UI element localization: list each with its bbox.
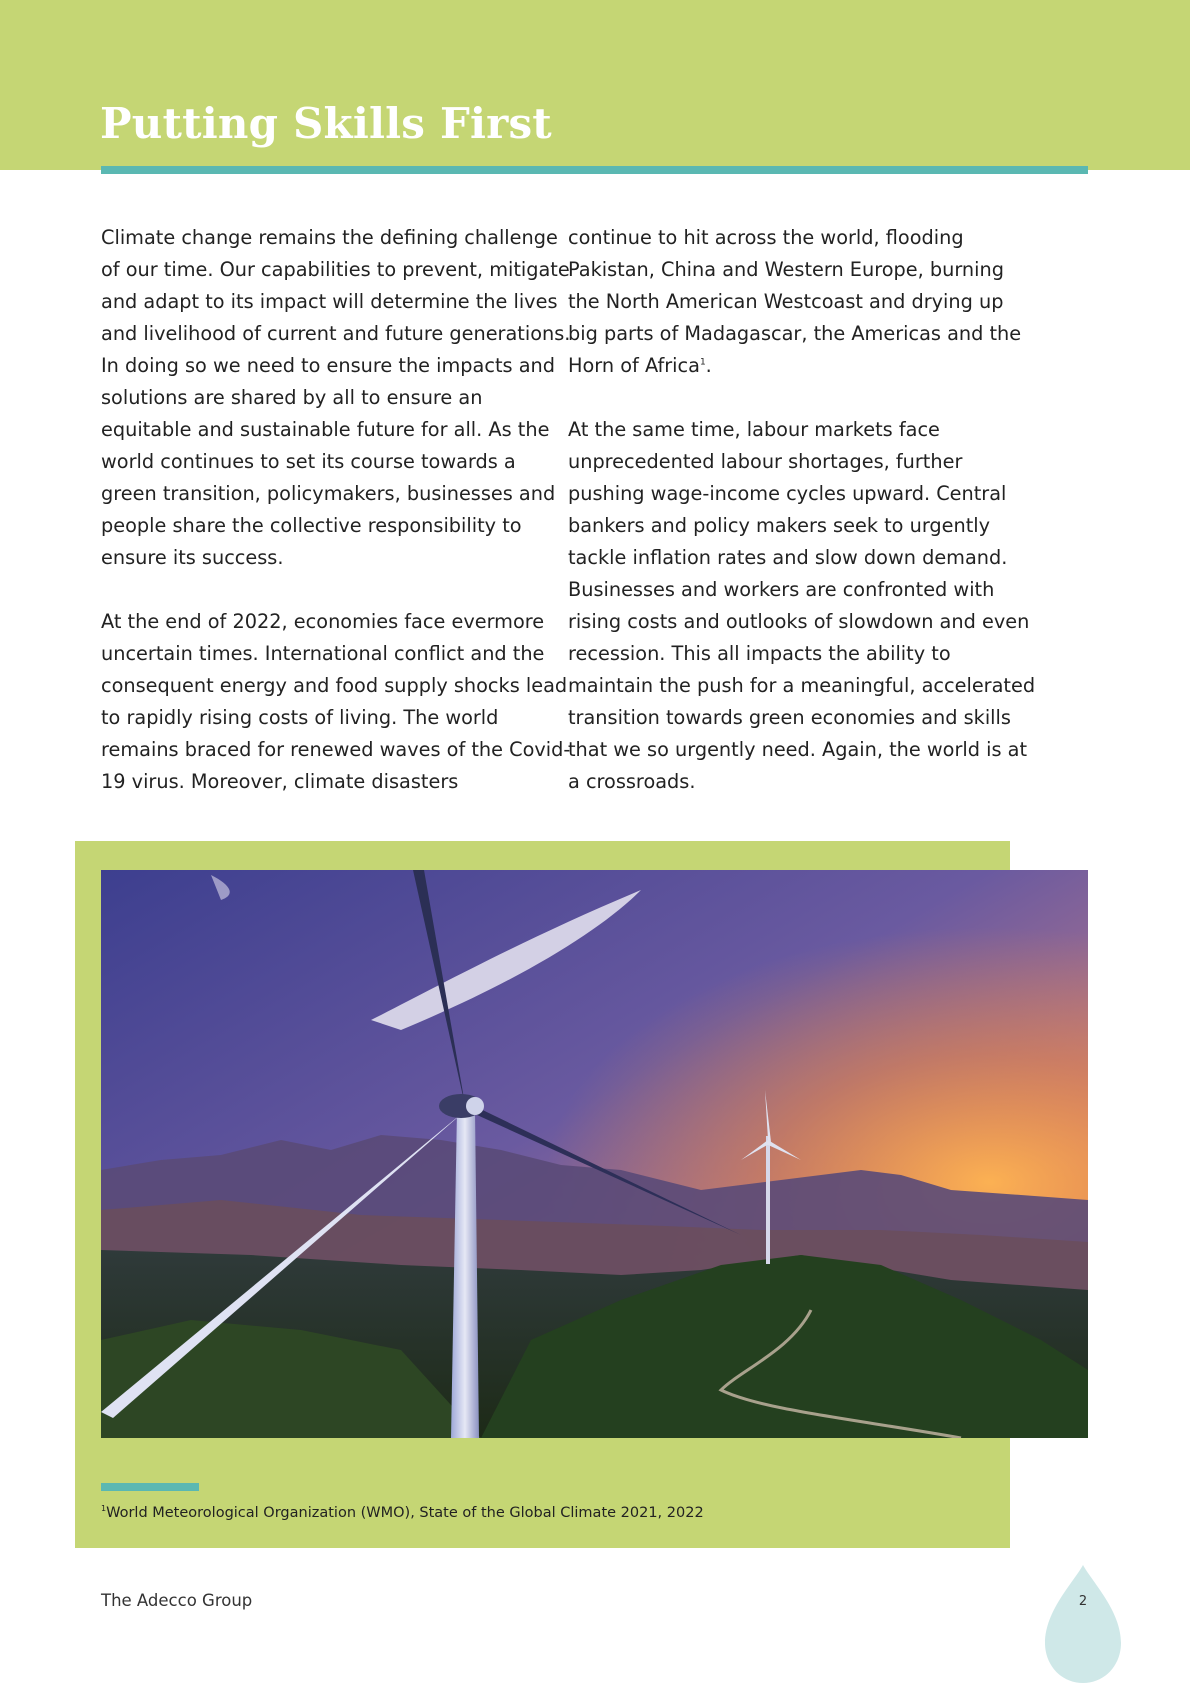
paragraph-climate-disasters-text: continue to hit across the world, flooding Pakistan, China and Western Europe, burning the North American Westcoast and drying up big parts of Madagascar, the Americas and the Horn of Africa — [568, 226, 1022, 377]
wind-turbine-photo — [101, 870, 1088, 1438]
page-number: 2 — [1078, 1594, 1088, 1609]
organization-name: The Adecco Group — [101, 1591, 253, 1610]
right-column — [568, 222, 1038, 830]
footnote-text: World Meteorological Organization (WMO), State of the Global Climate 2021, 2022 — [106, 1505, 704, 1521]
left-column — [101, 222, 571, 830]
footnote — [101, 1502, 981, 1524]
paragraph-economies: At the end of 2022, economies face evermore uncertain times. International conflict and the consequent energy and food supply shocks lead to rapidly rising costs of living. The world remains braced for renewed waves of the Covid-19 virus. Moreover, climate disasters — [101, 610, 571, 793]
paragraph-climate-disasters — [568, 222, 1038, 382]
page-title: Putting Skills First — [100, 99, 552, 148]
paragraph-labour-markets: At the same time, labour markets face unprecedented labour shortages, further pushing wage-income cycles upward. Central bankers and policy makers seek to urgently tackle inflation rates and slow down demand. Businesses and workers are confronted with rising costs and outlooks of slowdown and even recession. This all impacts the ability to maintain the push for a meaningful, accelerated transition towards green economies and skills that we so urgently need. Again, the world is at a crossroads. — [568, 418, 1036, 793]
wind-turbine-illustration — [101, 870, 1088, 1438]
footnote-divider — [101, 1483, 199, 1491]
paragraph-climate-challenge: Climate change remains the defining challenge of our time. Our capabilities to prevent, mitigate and adapt to its impact will determine the lives and livelihood of current and future generations. In doing so we need to ensure the impacts and solutions are shared by all to ensure an equitable and sustainable future for all. As the world continues to set its course towards a green transition, policymakers, businesses and people share the collective responsibility to ensure its success. — [101, 226, 571, 569]
sentence-end: . — [705, 354, 712, 377]
title-divider — [101, 166, 1088, 174]
footnote-marker: 1 — [101, 1504, 107, 1514]
page-number-drop-icon — [1043, 1563, 1123, 1683]
footnote-reference[interactable]: 1 — [699, 357, 706, 368]
